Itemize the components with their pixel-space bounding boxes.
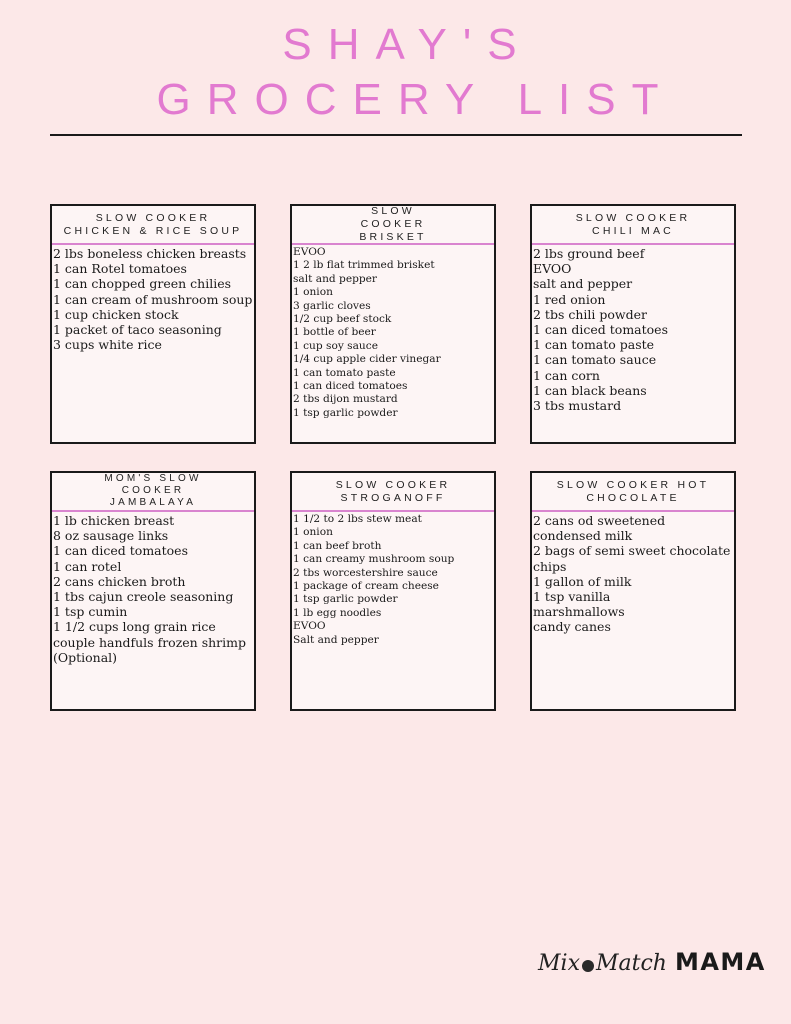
ingredient-list xyxy=(52,245,254,352)
ingredient-item: 1 red onion xyxy=(533,291,606,307)
ingredient-item: 1 can tomato paste xyxy=(533,337,655,353)
recipe-card-chicken-rice-soup xyxy=(50,204,256,444)
ingredient-item: 1 can corn xyxy=(533,367,600,383)
brand-script-mix: Mix xyxy=(538,951,580,976)
ingredient-item: 1 2 lb flat trimmed brisket xyxy=(293,259,435,272)
ingredient-list xyxy=(532,512,734,635)
ingredient-item: 1/4 cup apple cider vinegar xyxy=(293,353,441,366)
ingredient-item: 2 bags of semi sweet chocolate chips xyxy=(533,543,731,574)
ingredient-list xyxy=(292,245,494,420)
ingredient-item: 2 lbs boneless chicken breasts xyxy=(53,246,247,261)
card-heading: SLOW COOKER CHILI MAC xyxy=(532,206,734,245)
ingredient-item: 1 cup chicken stock xyxy=(53,306,179,322)
card-heading: SLOW COOKER HOT CHOCOLATE xyxy=(532,473,734,512)
ingredient-item: Salt and pepper xyxy=(293,633,379,646)
ingredient-item: 1 can tomato paste xyxy=(293,366,396,379)
ingredient-item: 1 lb egg noodles xyxy=(293,606,382,619)
ingredient-item: 2 lbs ground beef xyxy=(533,246,645,261)
ingredient-item: 1 can rotel xyxy=(53,558,122,574)
ingredient-item: 1/2 cup beef stock xyxy=(293,313,392,326)
ingredient-item: 8 oz sausage links xyxy=(53,528,169,544)
ingredient-item: 1 can Rotel tomatoes xyxy=(53,261,187,277)
ingredient-item: EVOO xyxy=(293,246,326,258)
ingredient-item: 1 1/2 to 2 lbs stew meat xyxy=(293,513,422,525)
ingredient-item: 3 cups white rice xyxy=(53,337,162,353)
ingredient-item: 1 can diced tomatoes xyxy=(293,380,408,393)
brand-logo xyxy=(538,948,766,976)
page-title-line-1: SHAY'S xyxy=(282,20,533,69)
ingredient-item: 3 tbs mustard xyxy=(533,398,622,414)
card-heading: SLOW COOKER CHICKEN & RICE SOUP xyxy=(52,206,254,245)
ingredient-item: 1 can tomato sauce xyxy=(533,352,657,368)
ingredient-item: 2 cans od sweetened condensed milk xyxy=(533,513,666,544)
ingredient-item: 2 tbs worcestershire sauce xyxy=(293,566,438,579)
card-heading: SLOW COOKER BRISKET xyxy=(292,206,494,245)
brand-wordmark: MAMA xyxy=(674,948,766,976)
ingredient-item: candy canes xyxy=(533,619,611,635)
recipe-card-hot-chocolate xyxy=(530,471,736,711)
ingredient-item: 1 can diced tomatoes xyxy=(533,322,668,338)
ingredient-item: 1 1/2 cups long grain rice xyxy=(53,619,216,635)
ingredient-item: 1 can creamy mushroom soup xyxy=(293,553,455,566)
ingredient-item: 1 can diced tomatoes xyxy=(53,543,188,559)
ingredient-item: 1 tsp garlic powder xyxy=(293,406,398,419)
card-heading: MOM'S SLOW COOKER JAMBALAYA xyxy=(52,473,254,512)
ingredient-item: couple handfuls frozen shrimp xyxy=(53,634,246,650)
recipe-card-jambalaya xyxy=(50,471,256,711)
brand-script-match: Match xyxy=(595,951,667,976)
ingredient-item: (Optional) xyxy=(53,649,118,665)
ingredient-item: 1 tbs cajun creole seasoning xyxy=(53,589,234,605)
recipe-card-stroganoff xyxy=(290,471,496,711)
ingredient-item: 1 tsp cumin xyxy=(53,604,128,620)
ingredient-item: 2 tbs chili powder xyxy=(533,306,647,322)
recipe-card-chili-mac xyxy=(530,204,736,444)
ingredient-item: 1 package of cream cheese xyxy=(293,580,439,593)
brand-dot-icon xyxy=(582,960,594,972)
ingredient-item: 1 can cream of mushroom soup xyxy=(53,291,253,307)
ingredient-list xyxy=(292,512,494,647)
ingredient-item: 1 tsp vanilla xyxy=(533,589,611,605)
ingredient-item: 1 gallon of milk xyxy=(533,573,632,589)
ingredient-item: 1 onion xyxy=(293,526,333,539)
ingredient-item: salt and pepper xyxy=(293,272,377,285)
ingredient-list xyxy=(52,512,254,665)
ingredient-item: EVOO xyxy=(293,620,326,633)
ingredient-item: 1 lb chicken breast xyxy=(53,513,175,528)
ingredient-item: 1 can chopped green chilies xyxy=(53,276,232,292)
ingredient-item: 2 cans chicken broth xyxy=(53,573,186,589)
ingredient-item: 1 tsp garlic powder xyxy=(293,593,398,606)
ingredient-item: 1 can beef broth xyxy=(293,539,382,552)
title-divider xyxy=(50,134,742,136)
recipe-card-brisket xyxy=(290,204,496,444)
ingredient-item: 2 tbs dijon mustard xyxy=(293,393,398,406)
ingredient-item: EVOO xyxy=(533,261,572,277)
ingredient-item: 1 onion xyxy=(293,286,333,299)
ingredient-item: 1 can black beans xyxy=(533,382,647,398)
ingredient-item: 1 cup soy sauce xyxy=(293,339,378,352)
ingredient-item: 3 garlic cloves xyxy=(293,299,371,312)
card-heading: SLOW COOKER STROGANOFF xyxy=(292,473,494,512)
ingredient-item: 1 bottle of beer xyxy=(293,326,376,339)
ingredient-item: 1 packet of taco seasoning xyxy=(53,322,222,338)
page-title-line-2: GROCERY LIST xyxy=(156,75,675,124)
ingredient-item: marshmallows xyxy=(533,604,625,620)
ingredient-item: salt and pepper xyxy=(533,276,633,292)
ingredient-list xyxy=(532,245,734,413)
